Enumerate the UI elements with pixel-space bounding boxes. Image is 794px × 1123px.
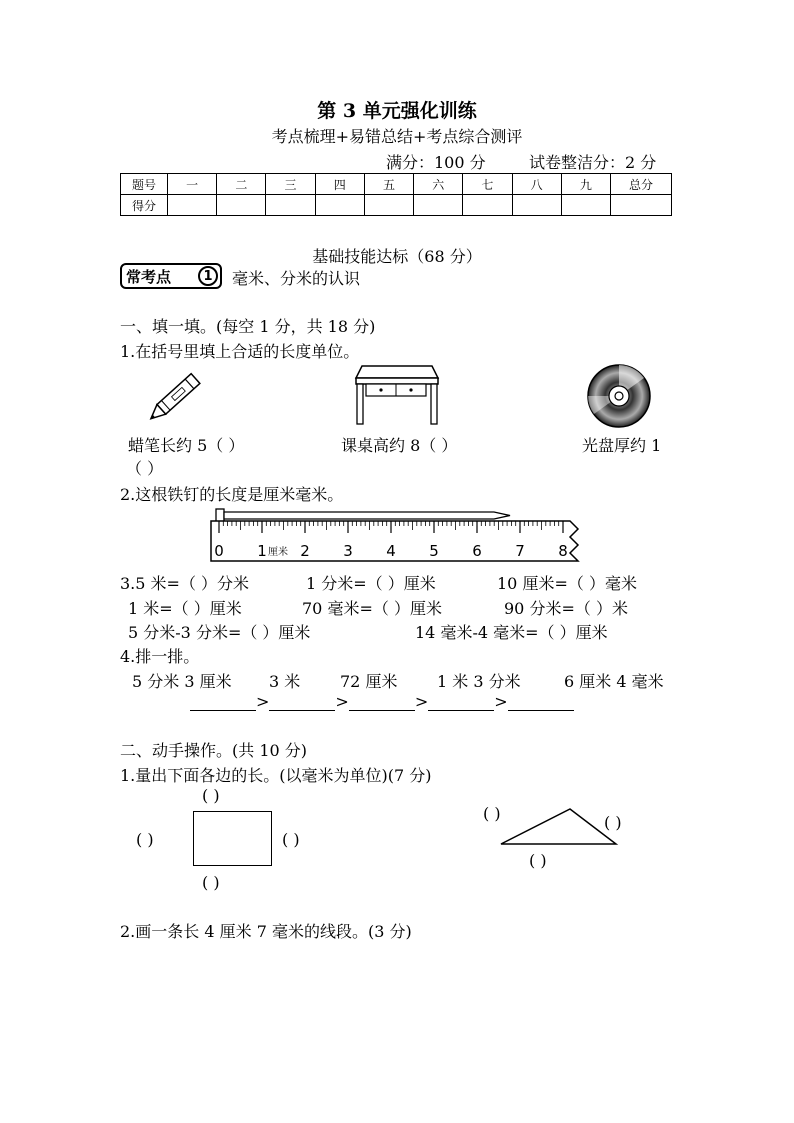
rect-left-blank[interactable]: ( ) [136, 830, 154, 849]
greater-than-sign: > [414, 692, 429, 711]
ruler-tick-label: 5 [429, 542, 439, 560]
desk-icon [352, 364, 440, 426]
rectangle-figure [193, 811, 272, 866]
score-cell[interactable] [512, 195, 561, 216]
tri-right-blank[interactable]: ( ) [604, 813, 622, 832]
answer-blank[interactable] [269, 694, 335, 711]
full-score: 满分：100 分 [386, 153, 486, 172]
tri-bottom-blank[interactable]: ( ) [529, 851, 547, 870]
neatness-score: 试卷整洁分：2 分 [529, 153, 657, 172]
score-cell[interactable] [561, 195, 610, 216]
part2-q2: 2.画一条长 4 厘米 7 毫米的线段。(3 分) [120, 922, 412, 941]
triangle-figure [498, 806, 620, 848]
score-cell[interactable] [266, 195, 315, 216]
page-title: 第 3 单元强化训练 [317, 100, 477, 122]
score-col: 九 [561, 174, 610, 195]
q4-item: 5 分米 3 厘米 [132, 672, 232, 691]
q4-item: 72 厘米 [340, 672, 398, 691]
score-table-score-row [121, 195, 672, 216]
ruler-tick-label: 7 [515, 542, 525, 560]
q3-item: 10 厘米=（ ）毫米 [497, 574, 637, 593]
score-col: 六 [414, 174, 463, 195]
ruler-tick-label: 8 [558, 542, 568, 560]
answer-blank[interactable] [190, 694, 256, 711]
ruler-tick-label: 3 [343, 542, 353, 560]
q4-item: 6 厘米 4 毫米 [564, 672, 664, 691]
ruler-tick-label: 1 [257, 542, 267, 560]
score-table [120, 173, 672, 216]
q3-item: 5 分米-3 分米=（ ）厘米 [128, 623, 311, 642]
greater-than-sign: > [494, 692, 508, 711]
rect-top-blank[interactable]: ( ) [202, 786, 220, 805]
greater-than-sign: > [335, 692, 349, 711]
score-cell[interactable] [168, 195, 217, 216]
disc-icon [586, 363, 652, 429]
greater-than-sign: > [256, 692, 270, 711]
q4-text: 4.排一排。 [120, 647, 200, 666]
q2-text: 2.这根铁钉的长度是厘米毫米。 [120, 485, 344, 504]
q1-desk: 课桌高约 8（ ） [341, 436, 458, 455]
score-col: 二 [217, 174, 266, 195]
ruler-tick-label: 6 [472, 542, 482, 560]
q1-disc-paren: （ ） [126, 459, 164, 478]
ruler-tick-label: 2 [300, 542, 310, 560]
q1-disc: 光盘厚约 1 [582, 436, 662, 455]
part2-q1: 1.量出下面各边的长。(以毫米为单位)(7 分) [120, 766, 432, 785]
page-subtitle: 考点梳理+易错总结+考点综合测评 [271, 127, 523, 146]
badge-number: 1 [198, 266, 218, 286]
score-table-row-label: 得分 [121, 195, 168, 216]
q1-text: 1.在括号里填上合适的长度单位。 [120, 342, 360, 361]
tri-left-blank[interactable]: ( ) [483, 804, 501, 823]
ruler-tick-label: 0 [214, 542, 224, 560]
score-col: 七 [463, 174, 512, 195]
q4-item: 1 米 3 分米 [437, 672, 521, 691]
score-cell[interactable] [364, 195, 413, 216]
q4-ordering-blanks [190, 692, 574, 711]
score-col-total: 总分 [611, 174, 672, 195]
ruler-tick-label: 4 [386, 542, 396, 560]
score-cell[interactable] [217, 195, 266, 216]
q3-item: 1 分米=（ ）厘米 [306, 574, 436, 593]
score-cell[interactable] [463, 195, 512, 216]
q1-crayon: 蜡笔长约 5（ ） [128, 436, 245, 455]
part1-heading: 一、填一填。(每空 1 分，共 18 分) [120, 317, 376, 336]
score-cell[interactable] [414, 195, 463, 216]
ruler-with-nail [208, 503, 592, 565]
nail-body [224, 512, 510, 519]
part2-heading: 二、动手操作。(共 10 分) [120, 741, 308, 760]
q3-item: 70 毫米=（ ）厘米 [302, 599, 442, 618]
score-col: 一 [168, 174, 217, 195]
score-col: 五 [364, 174, 413, 195]
answer-blank[interactable] [428, 694, 494, 711]
q3-item: 3.5 米=（ ）分米 [120, 574, 250, 593]
nail-head [216, 509, 224, 522]
score-table-header-row [121, 174, 672, 195]
rect-bottom-blank[interactable]: ( ) [202, 873, 220, 892]
rect-right-blank[interactable]: ( ) [282, 830, 300, 849]
score-col: 三 [266, 174, 315, 195]
q4-item: 3 米 [269, 672, 301, 691]
score-table-row-label: 题号 [121, 174, 168, 195]
badge-topic: 毫米、分米的认识 [232, 269, 361, 288]
badge-text: 常考点 [126, 267, 172, 286]
q3-item: 14 毫米-4 毫米=（ ）厘米 [415, 623, 608, 642]
topic-badge [120, 263, 222, 289]
crayon-icon [146, 365, 210, 425]
score-col: 八 [512, 174, 561, 195]
ruler-unit-label: 厘米 [268, 547, 288, 558]
q3-item: 90 分米=（ ）米 [504, 599, 628, 618]
section-title: 基础技能达标（68 分） [312, 247, 482, 266]
score-cell[interactable] [315, 195, 364, 216]
answer-blank[interactable] [508, 694, 574, 711]
score-cell[interactable] [611, 195, 672, 216]
q3-item: 1 米=（ ）厘米 [128, 599, 242, 618]
answer-blank[interactable] [349, 694, 415, 711]
score-col: 四 [315, 174, 364, 195]
